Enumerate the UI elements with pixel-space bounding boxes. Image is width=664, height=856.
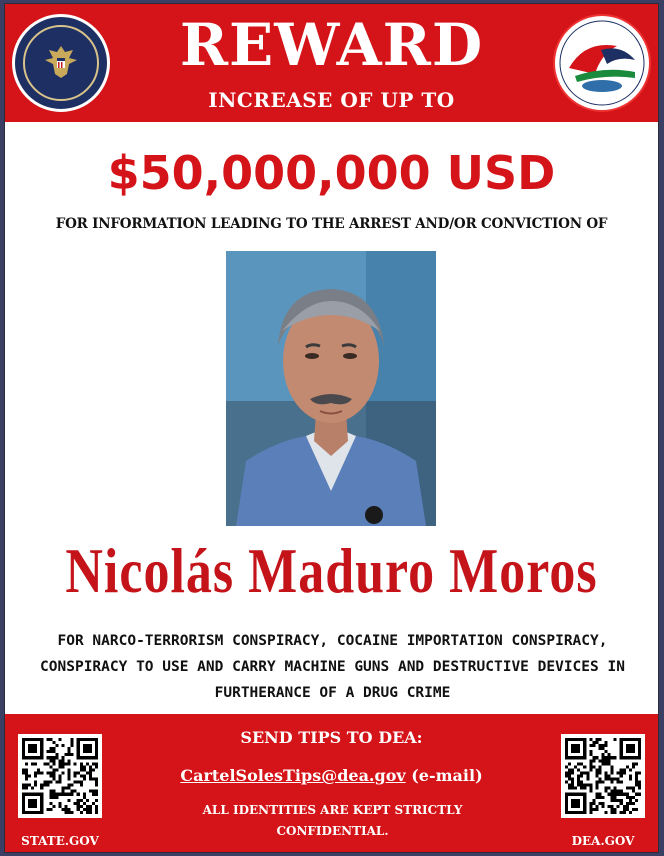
charges-text: FOR NARCO-TERRORISM CONSPIRACY, COCAINE IMPORTATION CONSPIRACY, CONSPIRACY TO USE AND CARRY MACHINE GUNS AND DESTRUCTIVE DEVICES IN FURTHERANCE OF A DRUG CRIME — [40, 633, 625, 701]
footer-banner — [5, 714, 658, 853]
leading-text: FOR INFORMATION LEADING TO THE ARREST AND/OR CONVICTION OF — [55, 216, 608, 232]
reward-poster — [4, 3, 659, 853]
dea-seal-icon — [553, 14, 651, 112]
email-note: (e-mail) — [411, 766, 483, 785]
state-gov-label: STATE.GOV — [21, 834, 99, 848]
subject-photo — [226, 251, 436, 526]
tips-email-link[interactable]: CartelSolesTips@dea.gov — [180, 766, 406, 785]
dea-gov-label: DEA.GOV — [571, 834, 635, 848]
header-banner — [5, 4, 658, 122]
poster-title: REWARD — [179, 11, 484, 79]
qr-code-dea-icon[interactable] — [561, 734, 645, 818]
poster-subtitle: INCREASE OF UP TO — [208, 88, 455, 112]
tips-label: SEND TIPS TO DEA: — [240, 728, 423, 747]
subject-name: Nicolás Maduro Moros — [65, 537, 598, 607]
confidentiality-note: ALL IDENTITIES ARE KEPT STRICTLY CONFIDENTIAL. — [202, 803, 463, 838]
reward-amount: $50,000,000 USD — [107, 146, 556, 200]
